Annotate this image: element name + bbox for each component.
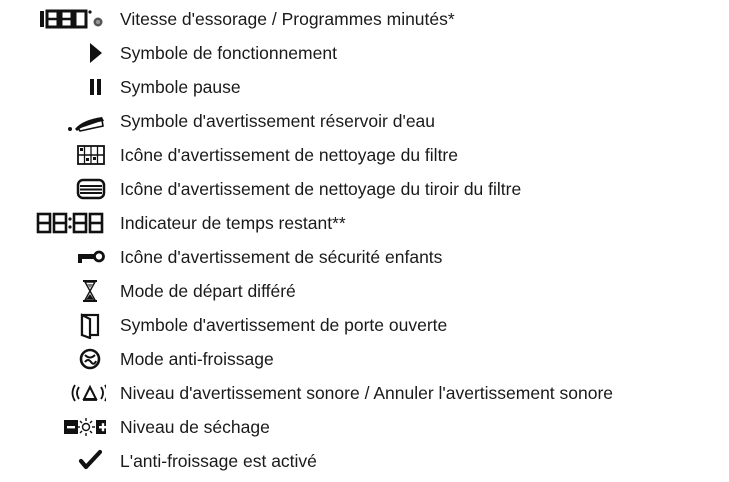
legend-label: Symbole pause (120, 77, 241, 97)
legend-row (0, 376, 729, 410)
legend-label: Indicateur de temps restant** (120, 213, 346, 233)
time-remaining-display-icon (20, 209, 106, 237)
legend-label: Vitesse d'essorage / Programmes minutés* (120, 9, 455, 29)
filter-grid-icon (20, 141, 106, 169)
legend-row (0, 342, 729, 376)
door-open-icon (20, 311, 106, 339)
filter-drawer-icon (20, 175, 106, 203)
legend-row (0, 36, 729, 70)
legend-label: Icône d'avertissement de nettoyage du filtre (120, 145, 458, 165)
legend-label: Symbole d'avertissement réservoir d'eau (120, 111, 436, 131)
play-icon (20, 39, 106, 67)
legend-row (0, 274, 729, 308)
legend-label: Icône d'avertissement de sécurité enfants (120, 247, 443, 267)
hourglass-icon (20, 277, 106, 305)
legend-label: Icône d'avertissement de nettoyage du tiroir du filtre (120, 179, 522, 199)
legend-label: Symbole de fonctionnement (120, 43, 337, 63)
water-tank-icon (20, 107, 106, 135)
anti-crease-icon (20, 345, 106, 373)
legend-label: Mode de départ différé (120, 281, 296, 301)
legend-label: Niveau d'avertissement sonore / Annuler l'avertissement sonore (120, 383, 614, 403)
legend-row (0, 206, 729, 240)
legend-row (0, 70, 729, 104)
legend-row (0, 138, 729, 172)
legend-row (0, 444, 729, 478)
legend-row (0, 172, 729, 206)
spin-speed-display-icon (20, 5, 106, 33)
buzzer-icon (20, 379, 106, 407)
legend-label: Mode anti-froissage (120, 349, 274, 369)
legend-row (0, 308, 729, 342)
drying-level-icon (20, 413, 106, 441)
checkmark-icon (20, 447, 106, 475)
key-icon (20, 243, 106, 271)
legend-label: Niveau de séchage (120, 417, 270, 437)
legend-label: L'anti-froissage est activé (120, 451, 317, 471)
legend-row (0, 410, 729, 444)
legend-row (0, 104, 729, 138)
legend-row (0, 240, 729, 274)
legend-row (0, 2, 729, 36)
legend-label: Symbole d'avertissement de porte ouverte (120, 315, 448, 335)
pause-icon (20, 73, 106, 101)
